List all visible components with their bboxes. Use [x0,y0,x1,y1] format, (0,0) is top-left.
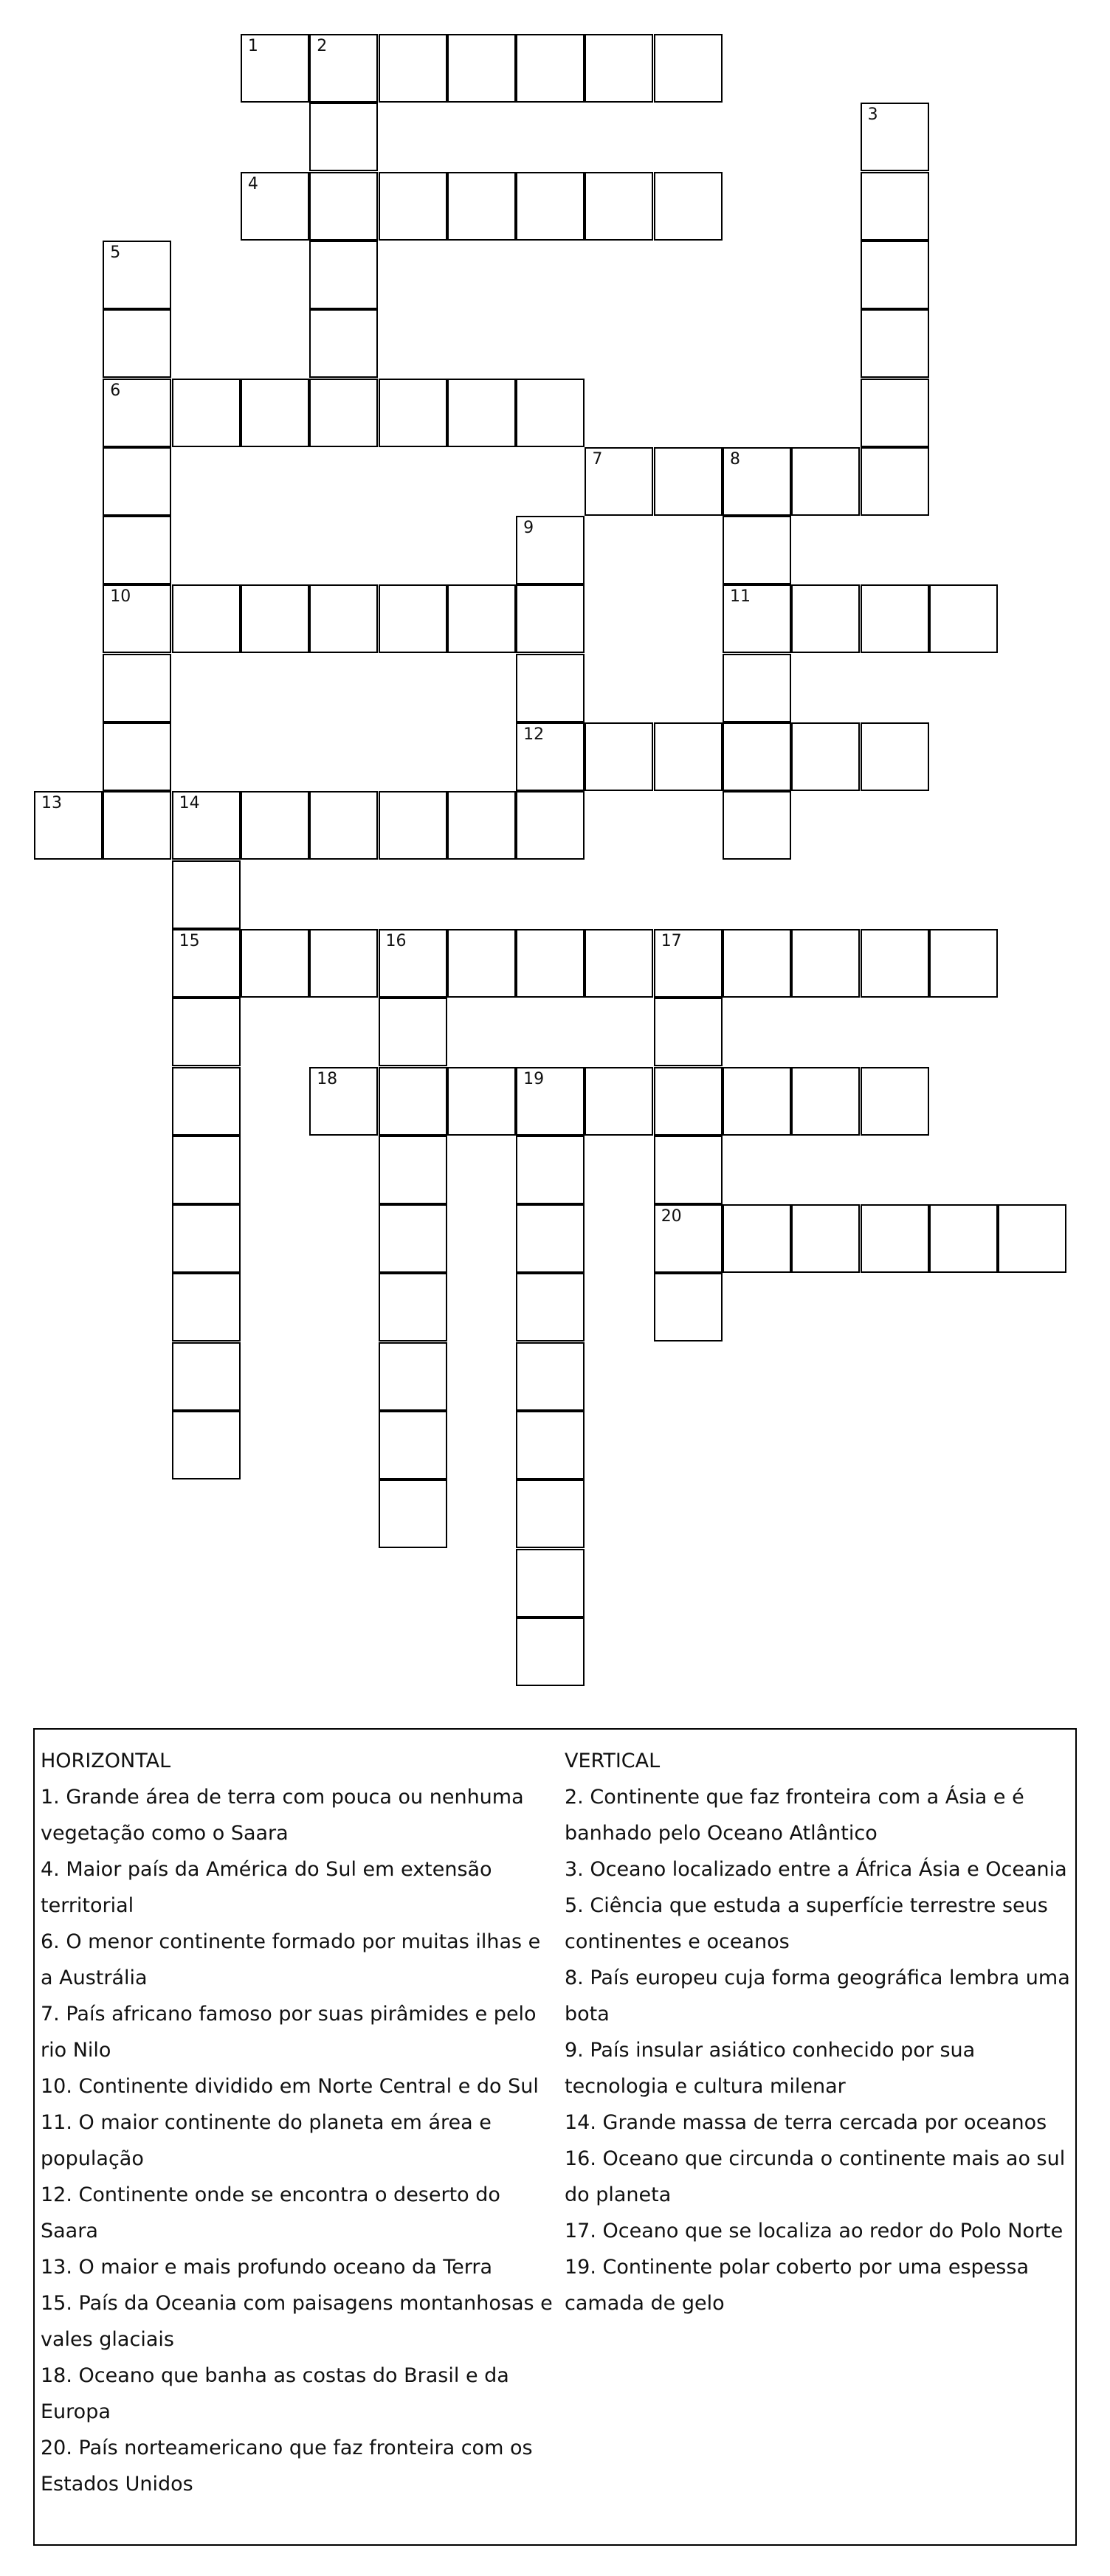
crossword-cell[interactable] [172,929,241,998]
crossword-cell[interactable] [516,379,585,447]
clue-line: população [41,2147,144,2170]
crossword-cell[interactable] [654,172,723,241]
crossword-cell[interactable] [172,1342,241,1411]
crossword-cell[interactable] [103,379,171,447]
crossword-cell[interactable] [723,1204,791,1273]
clue-line: vegetação como o Saara [41,1822,289,1845]
clue-number: 19 [523,1069,545,1088]
clue-number: 10 [110,587,131,607]
crossword-cell[interactable] [723,791,791,860]
clue-number: 12 [523,725,545,744]
crossword-cell[interactable] [379,584,447,653]
crossword-cell[interactable] [929,1204,998,1273]
crossword-cell[interactable] [309,1067,378,1136]
crossword-cell[interactable] [447,929,516,998]
clue-line: Saara [41,2220,98,2242]
crossword-cell[interactable] [929,929,998,998]
crossword-cell[interactable] [861,241,929,309]
crossword-cell[interactable] [379,1204,447,1273]
clue-number: 13 [41,794,62,813]
crossword-cell[interactable] [241,929,309,998]
clue-line: 7. País africano famoso por suas pirâmides e pelo [41,2003,537,2026]
crossword-cell[interactable] [172,379,241,447]
crossword-cell[interactable] [379,998,447,1066]
crossword-cell[interactable] [309,791,378,860]
crossword-cell[interactable] [516,791,585,860]
clue-line: continentes e oceanos [565,1930,790,1953]
clue-line: 15. País da Oceania com paisagens montanhosas e [41,2292,553,2315]
crossword-cell[interactable] [516,34,585,103]
crossword-cell[interactable] [861,1067,929,1136]
crossword-cell[interactable] [723,584,791,653]
clue-line: a Austrália [41,1966,148,1989]
crossword-cell[interactable] [379,929,447,998]
crossword-cell[interactable] [309,379,378,447]
crossword-cell[interactable] [516,1273,585,1341]
crossword-cell[interactable] [516,584,585,653]
clue-number: 14 [179,794,200,813]
crossword-cell[interactable] [654,1204,723,1273]
crossword-cell[interactable] [723,1067,791,1136]
crossword-cell[interactable] [241,791,309,860]
crossword-cell[interactable] [379,1342,447,1411]
crossword-cell[interactable] [172,1411,241,1479]
clue-number: 11 [730,587,751,607]
crossword-cell[interactable] [309,34,378,103]
crossword-cell[interactable] [791,584,860,653]
crossword-cell[interactable] [379,379,447,447]
clue-line: camada de gelo [565,2292,725,2315]
crossword-cell[interactable] [791,447,860,516]
crossword-cell[interactable] [103,722,171,791]
crossword-cell[interactable] [516,1067,585,1136]
crossword-cell[interactable] [654,722,723,791]
crossword-cell[interactable] [585,929,653,998]
crossword-cell[interactable] [172,998,241,1066]
clue-line: 6. O menor continente formado por muitas ilhas e [41,1930,541,1953]
crossword-cell[interactable] [103,309,171,378]
crossword-cell[interactable] [379,791,447,860]
crossword-cell[interactable] [585,172,653,241]
crossword-cell[interactable] [654,34,723,103]
crossword-cell[interactable] [172,584,241,653]
crossword-cell[interactable] [861,1204,929,1273]
crossword-cell[interactable] [447,791,516,860]
crossword-cell[interactable] [172,1067,241,1136]
clue-number: 7 [592,449,603,469]
crossword-cell[interactable] [103,791,171,860]
clue-line: 11. O maior continente do planeta em área e [41,2111,492,2134]
crossword-cell[interactable] [723,654,791,722]
clue-number: 3 [867,106,878,125]
clue-line: 9. País insular asiático conhecido por sua [565,2039,976,2062]
crossword-cell[interactable] [447,172,516,241]
crossword-cell[interactable] [654,929,723,998]
crossword-cell[interactable] [447,584,516,653]
crossword-cell[interactable] [861,929,929,998]
crossword-cell[interactable] [861,309,929,378]
crossword-cell[interactable] [861,379,929,447]
crossword-cell[interactable] [516,1549,585,1617]
clue-number: 4 [247,174,258,193]
crossword-cell[interactable] [791,1067,860,1136]
crossword-cell[interactable] [723,447,791,516]
crossword-cell[interactable] [516,654,585,722]
clue-number: 15 [179,931,200,950]
crossword-cell[interactable] [585,1067,653,1136]
clue-line: 10. Continente dividido em Norte Central e do Sul [41,2075,539,2098]
crossword-cell[interactable] [516,1342,585,1411]
crossword-cell[interactable] [516,929,585,998]
crossword-cell[interactable] [654,1273,723,1341]
crossword-cell[interactable] [379,1067,447,1136]
crossword-cell[interactable] [172,1204,241,1273]
clue-line: territorial [41,1894,134,1917]
crossword-cell[interactable] [34,791,103,860]
crossword-cell[interactable] [241,584,309,653]
clue-line: bota [565,2003,610,2026]
crossword-cell[interactable] [516,172,585,241]
clue-line: 17. Oceano que se localiza ao redor do Polo Norte [565,2220,1064,2242]
crossword-cell[interactable] [654,1136,723,1204]
clue-line: 13. O maior e mais profundo oceano da Terra [41,2256,493,2279]
crossword-cell[interactable] [103,241,171,309]
crossword-cell[interactable] [103,654,171,722]
vertical-clue-list [565,1779,1074,2321]
crossword-cell[interactable] [447,379,516,447]
crossword-cell[interactable] [309,309,378,378]
clue-line: 2. Continente que faz fronteira com a Ásia e é [565,1786,1024,1809]
horizontal-heading: HORIZONTAL [41,1750,171,1772]
crossword-cell[interactable] [241,172,309,241]
crossword-cell[interactable] [309,172,378,241]
crossword-cell[interactable] [861,103,929,171]
crossword-cell[interactable] [791,929,860,998]
horizontal-clue-list [41,1779,557,2502]
horizontal-clues [41,1743,557,2502]
crossword-cell[interactable] [585,447,653,516]
clue-line: 8. País europeu cuja forma geográfica lembra uma [565,1966,1070,1989]
crossword-cell[interactable] [379,34,447,103]
clue-line: 18. Oceano que banha as costas do Brasil e da [41,2364,509,2387]
vertical-heading: VERTICAL [565,1750,661,1772]
crossword-cell[interactable] [103,516,171,584]
crossword-cell[interactable] [861,722,929,791]
crossword-cell[interactable] [585,722,653,791]
crossword-cell[interactable] [723,516,791,584]
clue-line: do planeta [565,2183,672,2206]
crossword-cell[interactable] [309,103,378,171]
clue-line: Estados Unidos [41,2473,193,2496]
clues-box [33,1728,1077,2546]
crossword-cell[interactable] [791,722,860,791]
crossword-cell[interactable] [516,1479,585,1548]
crossword-cell[interactable] [241,379,309,447]
clue-line: 1. Grande área de terra com pouca ou nenhuma [41,1786,524,1809]
crossword-cell[interactable] [861,447,929,516]
clue-line: 19. Continente polar coberto por uma espessa [565,2256,1029,2279]
clue-number: 9 [523,519,534,538]
clue-line: banhado pelo Oceano Atlântico [565,1822,878,1845]
crossword-cell[interactable] [516,722,585,791]
crossword-cell[interactable] [172,791,241,860]
clue-line: rio Nilo [41,2039,111,2062]
crossword-cell[interactable] [379,1136,447,1204]
clue-number: 18 [317,1069,338,1088]
crossword-cell[interactable] [585,34,653,103]
clue-line: 5. Ciência que estuda a superfície terrestre seus [565,1894,1048,1917]
clue-line: 16. Oceano que circunda o continente mais ao sul [565,2147,1066,2170]
crossword-cell[interactable] [379,172,447,241]
crossword-cell[interactable] [172,1136,241,1204]
crossword-cell[interactable] [723,929,791,998]
clue-line: 14. Grande massa de terra cercada por oceanos [565,2111,1047,2134]
clue-number: 17 [661,931,682,950]
crossword-cell[interactable] [309,584,378,653]
crossword-cell[interactable] [309,241,378,309]
crossword-cell[interactable] [654,447,723,516]
crossword-cell[interactable] [516,1617,585,1686]
crossword-cell[interactable] [516,516,585,584]
crossword-cell[interactable] [379,1273,447,1341]
clue-line: Europa [41,2400,111,2423]
clue-number: 5 [110,243,121,262]
clue-line: 12. Continente onde se encontra o deserto do [41,2183,500,2206]
crossword-cell[interactable] [723,722,791,791]
crossword-cell[interactable] [516,1411,585,1479]
crossword-cell[interactable] [241,34,309,103]
clue-number: 6 [110,381,121,400]
clue-number: 16 [385,931,407,950]
clue-number: 2 [317,37,328,55]
clue-line: 20. País norteamericano que faz fronteira com os [41,2437,533,2459]
crossword-cell[interactable] [929,584,998,653]
crossword-cell[interactable] [654,998,723,1066]
crossword-cell[interactable] [516,1204,585,1273]
crossword-cell[interactable] [861,584,929,653]
crossword-cell[interactable] [791,1204,860,1273]
clue-line: 3. Oceano localizado entre a África Ásia e Oceania [565,1858,1067,1881]
crossword-cell[interactable] [654,1067,723,1136]
crossword-cell[interactable] [447,1067,516,1136]
crossword-cell[interactable] [379,1411,447,1479]
crossword-cell[interactable] [998,1204,1066,1273]
clue-line: tecnologia e cultura milenar [565,2075,846,2098]
crossword-cell[interactable] [516,1136,585,1204]
crossword-cell[interactable] [103,584,171,653]
clue-number: 1 [247,37,258,55]
clue-number: 8 [730,449,740,469]
crossword-cell[interactable] [309,929,378,998]
crossword-cell[interactable] [861,172,929,241]
crossword-cell[interactable] [172,1273,241,1341]
clue-line: vales glaciais [41,2328,174,2351]
crossword-cell[interactable] [447,34,516,103]
crossword-cell[interactable] [103,447,171,516]
clue-line: 4. Maior país da América do Sul em extensão [41,1858,492,1881]
vertical-clues [565,1743,1074,2321]
crossword-cell[interactable] [172,860,241,929]
clue-number: 20 [661,1207,682,1226]
crossword-cell[interactable] [379,1479,447,1548]
